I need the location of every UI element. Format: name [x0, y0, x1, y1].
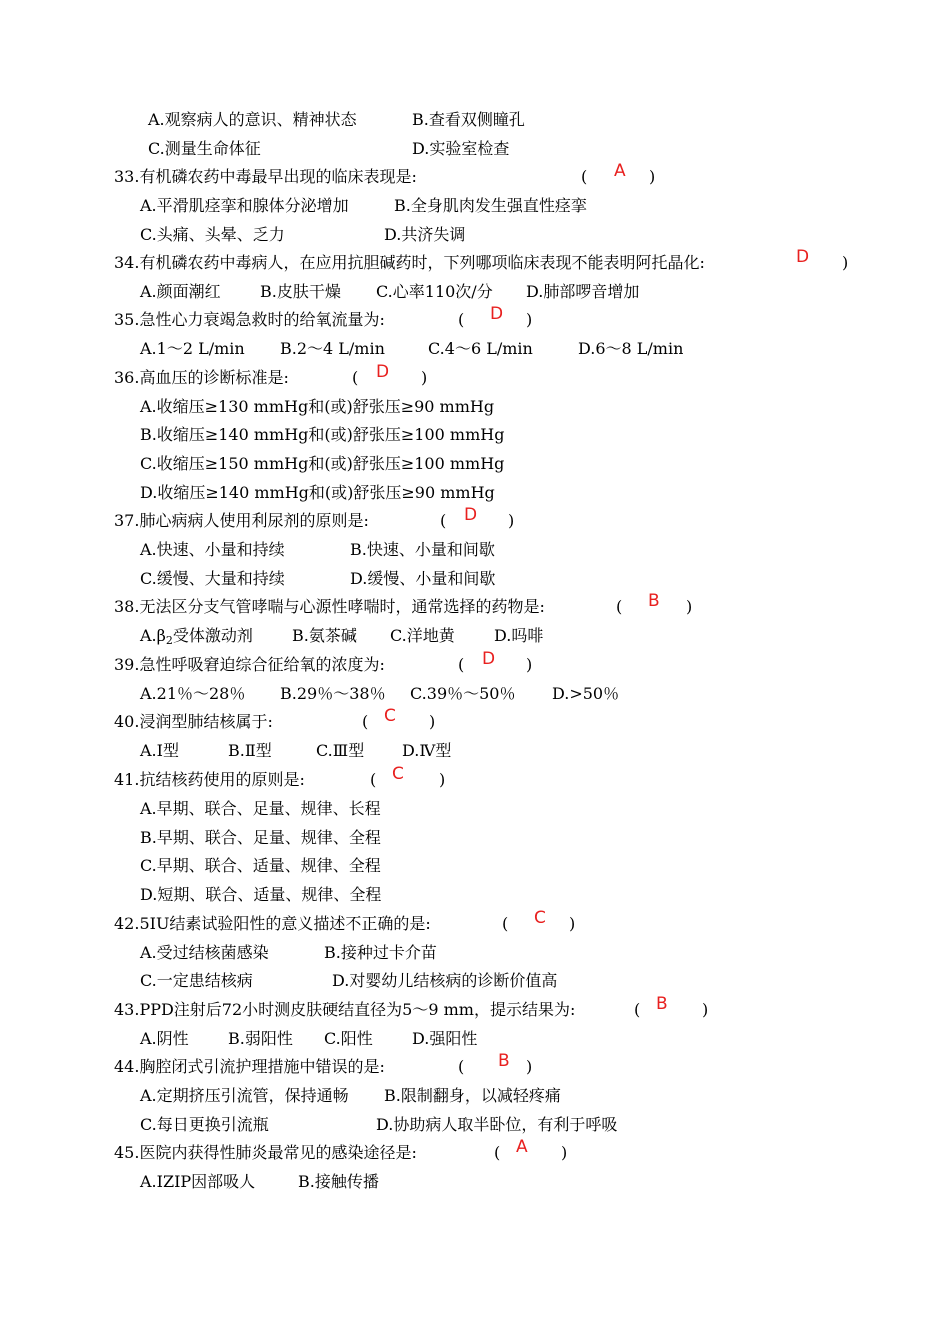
option-d: D.吗啡	[494, 626, 544, 645]
answer-mark: D	[796, 247, 810, 267]
q43-options-row	[140, 1025, 478, 1053]
option-d: D.Ⅳ型	[402, 741, 452, 760]
q45-options-row	[140, 1168, 379, 1196]
option-d: D.协助病人取半卧位，有利于呼吸	[376, 1115, 618, 1134]
question-45	[114, 1137, 568, 1167]
question-text: 36.高血压的诊断标准是:	[114, 368, 289, 387]
option-b: B.弱阳性	[228, 1029, 293, 1048]
option-b: B.接种过卡介苗	[324, 943, 437, 962]
question-43	[114, 994, 709, 1024]
q41-option-a-row	[140, 795, 381, 823]
question-text: 44.胸腔闭式引流护理措施中错误的是:	[114, 1057, 385, 1076]
q34-options-row	[140, 278, 640, 306]
q40-options-row	[140, 737, 452, 765]
answer-mark: B	[656, 994, 668, 1014]
paren-open: (	[634, 1000, 641, 1019]
option-b: B.接触传播	[298, 1172, 379, 1191]
option-c: C.收缩压≥150 mmHg和(或)舒张压≥100 mmHg	[140, 454, 505, 473]
paren-open: (	[494, 1143, 501, 1162]
answer-mark: D	[482, 649, 496, 669]
option-a: A.颜面潮红	[140, 282, 221, 301]
q33-options-row1	[140, 192, 587, 220]
option-c: C.早期、联合、适量、规律、全程	[140, 856, 381, 875]
option-d: D.共济失调	[384, 225, 466, 244]
paren-open: (	[502, 914, 509, 933]
paren-open: (	[458, 1057, 465, 1076]
option-c: C.一定患结核病	[140, 971, 253, 990]
q36-option-d-row	[140, 479, 495, 507]
paren-close: )	[649, 167, 656, 186]
option-c: C.缓慢、大量和持续	[140, 569, 285, 588]
option-a: A.快速、小量和持续	[140, 540, 285, 559]
option-c: C.阳性	[324, 1029, 373, 1048]
q37-options-row2	[140, 565, 496, 593]
option-c: C.4～6 L/min	[428, 339, 533, 358]
question-text: 42.5IU结素试验阳性的意义描述不正确的是:	[114, 914, 431, 933]
question-text: 37.肺心病病人使用利尿剂的原则是:	[114, 511, 369, 530]
answer-mark: C	[534, 908, 546, 928]
question-36	[114, 362, 428, 392]
option-c: C.每日更换引流瓶	[140, 1115, 269, 1134]
answer-mark: A	[516, 1137, 528, 1157]
option-a: A.21％～28％	[140, 684, 246, 703]
option-a: A.阴性	[140, 1029, 189, 1048]
answer-mark: B	[648, 591, 660, 611]
q32-options-row1	[140, 106, 525, 134]
paren-close: )	[421, 368, 428, 387]
question-text: 38.无法区分支气管哮喘与心源性哮喘时，通常选择的药物是:	[114, 597, 545, 616]
q36-option-b-row	[140, 421, 505, 449]
answer-mark: B	[498, 1051, 510, 1071]
paren-open: (	[440, 511, 447, 530]
answer-mark: C	[392, 764, 404, 784]
answer-mark: D	[376, 362, 390, 382]
option-b: B.快速、小量和间歇	[350, 540, 495, 559]
question-33	[114, 161, 656, 191]
option-b: B.全身肌肉发生强直性痉挛	[394, 196, 587, 215]
q32-option-c: C.测量生命体征	[148, 139, 261, 158]
option-a-suffix: 受体激动剂	[172, 626, 253, 645]
q35-options-row	[140, 335, 684, 363]
option-a: A.早期、联合、足量、规律、长程	[140, 799, 381, 818]
option-c: C.头痛、头晕、乏力	[140, 225, 285, 244]
question-text: 35.急性心力衰竭急救时的给氧流量为:	[114, 310, 385, 329]
q41-option-b-row	[140, 824, 381, 852]
option-d: D.肺部啰音增加	[526, 282, 640, 301]
question-44	[114, 1051, 533, 1081]
question-text: 34.有机磷农药中毒病人，在应用抗胆碱药时，下列哪项临床表现不能表明阿托晶化:	[114, 253, 705, 272]
question-42	[114, 908, 576, 938]
option-d: D.收缩压≥140 mmHg和(或)舒张压≥90 mmHg	[140, 483, 495, 502]
option-b: B.氨茶碱	[292, 626, 357, 645]
paren-open: (	[581, 167, 588, 186]
paren-close: )	[439, 770, 446, 789]
question-text: 41.抗结核药使用的原则是:	[114, 770, 305, 789]
option-c: C.洋地黄	[390, 626, 455, 645]
q32-option-d: D.实验室检查	[412, 139, 510, 158]
q42-options-row1	[140, 939, 437, 967]
option-c: C.心率110次/分	[376, 282, 493, 301]
option-b: B.2～4 L/min	[280, 339, 385, 358]
paren-close: )	[429, 712, 436, 731]
question-35	[114, 304, 533, 334]
option-b: B.早期、联合、足量、规律、全程	[140, 828, 381, 847]
paren-open: (	[458, 655, 465, 674]
q36-option-a-row	[140, 393, 495, 421]
answer-mark: D	[464, 505, 478, 525]
option-d: D.缓慢、小量和间歇	[350, 569, 496, 588]
answer-mark: D	[490, 304, 504, 324]
option-b: B.收缩压≥140 mmHg和(或)舒张压≥100 mmHg	[140, 425, 505, 444]
q32-option-b: B.查看双侧瞳孔	[412, 110, 525, 129]
option-d: D.短期、联合、适量、规律、全程	[140, 885, 382, 904]
question-text: 40.浸润型肺结核属于:	[114, 712, 273, 731]
paren-open: (	[362, 712, 369, 731]
q41-option-c-row	[140, 852, 381, 880]
question-34	[114, 247, 849, 277]
q33-options-row2	[140, 221, 466, 249]
q38-options-row	[140, 622, 544, 650]
question-41	[114, 764, 446, 794]
option-b: B.Ⅱ型	[228, 741, 272, 760]
option-c: C.Ⅲ型	[316, 741, 365, 760]
paren-close: )	[569, 914, 576, 933]
paren-close: )	[526, 1057, 533, 1076]
q44-options-row2	[140, 1111, 618, 1139]
q36-option-c-row	[140, 450, 505, 478]
option-d: D.>50％	[552, 684, 620, 703]
question-text: 33.有机磷农药中毒最早出现的临床表现是:	[114, 167, 417, 186]
paren-close: )	[508, 511, 515, 530]
question-text: 43.PPD注射后72小时测皮肤硬结直径为5～9 mm，提示结果为:	[114, 1000, 576, 1019]
option-a: A.1～2 L/min	[140, 339, 245, 358]
paren-close: )	[561, 1143, 568, 1162]
paren-open: (	[458, 310, 465, 329]
paren-close: )	[526, 655, 533, 674]
q42-options-row2	[140, 967, 558, 995]
option-b: B.29％～38％	[280, 684, 386, 703]
option-c: C.39％～50％	[410, 684, 516, 703]
question-40	[114, 706, 436, 736]
q32-option-a: A.观察病人的意识、精神状态	[148, 110, 357, 129]
q41-option-d-row	[140, 881, 382, 909]
question-37	[114, 505, 515, 535]
answer-mark: A	[614, 161, 626, 181]
q44-options-row1	[140, 1082, 561, 1110]
option-a: A.IZIP因部吸人	[140, 1172, 256, 1191]
question-39	[114, 649, 533, 679]
question-text: 39.急性呼吸窘迫综合征给氧的浓度为:	[114, 655, 385, 674]
option-a-prefix: A.β	[140, 626, 166, 645]
option-a: A.受过结核菌感染	[140, 943, 269, 962]
paren-close: )	[526, 310, 533, 329]
q39-options-row	[140, 680, 620, 708]
option-a: A.Ⅰ型	[140, 741, 179, 760]
paren-open: (	[352, 368, 359, 387]
subscript-2: 2	[165, 634, 173, 647]
option-d: D.6～8 L/min	[578, 339, 684, 358]
question-38	[114, 591, 693, 621]
option-b: B.限制翻身，以减轻疼痛	[384, 1086, 561, 1105]
answer-mark: C	[384, 706, 396, 726]
option-a: A.收缩压≥130 mmHg和(或)舒张压≥90 mmHg	[140, 397, 495, 416]
option-a: A.定期挤压引流管，保持通畅	[140, 1086, 349, 1105]
paren-close: )	[686, 597, 693, 616]
paren-open: (	[370, 770, 377, 789]
option-d: D.强阳性	[412, 1029, 478, 1048]
q32-options-row2	[140, 135, 510, 163]
paren-close: )	[702, 1000, 709, 1019]
question-text: 45.医院内获得性肺炎最常见的感染途径是:	[114, 1143, 417, 1162]
paren-open: (	[616, 597, 623, 616]
paren-close: )	[842, 253, 849, 272]
option-d: D.对婴幼儿结核病的诊断价值高	[332, 971, 558, 990]
option-b: B.皮肤干燥	[260, 282, 341, 301]
option-a: A.平滑肌痉挛和腺体分泌增加	[140, 196, 349, 215]
q37-options-row1	[140, 536, 495, 564]
